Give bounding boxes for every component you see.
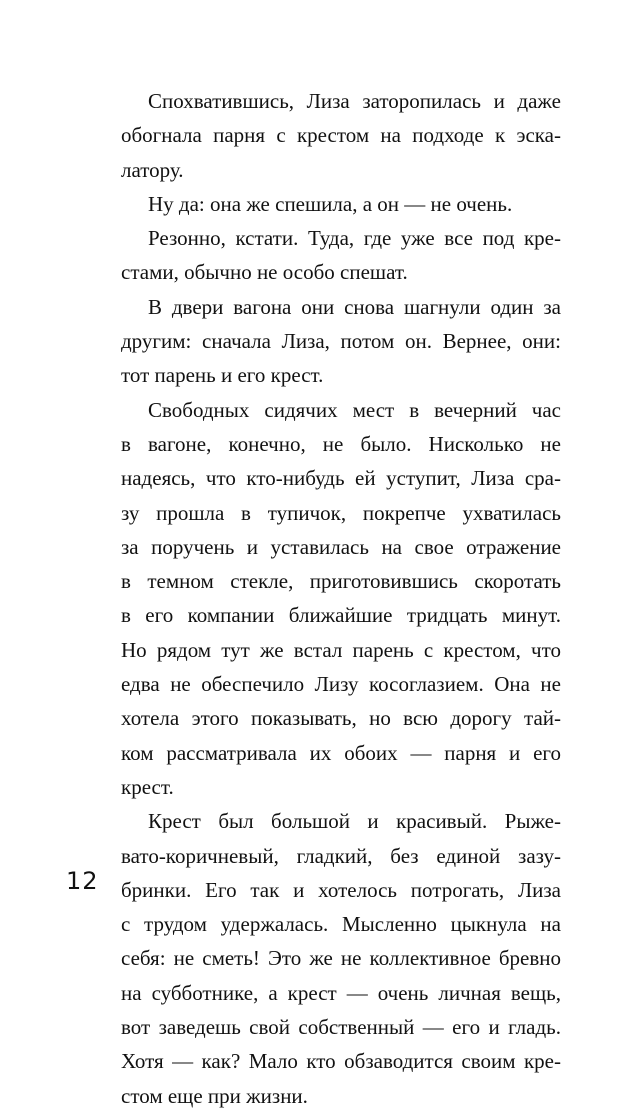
text-line: Но рядом тут же встал парень с крестом, что [121,637,561,662]
text-line: на субботнике, а крест — очень личная вещь, [121,980,561,1005]
text-line: вато-коричневый, гладкий, без единой зазу- [121,843,561,868]
text-line: Резонно, кстати. Туда, где уже все под кре- [148,226,561,251]
text-line: хотела этого показывать, но всю дорогу тай- [121,706,561,731]
text-line: за поручень и уставилась на свое отражение [121,534,561,559]
text-line: стом еще при жизни. [121,1083,308,1108]
page-number: 12 [66,867,99,895]
text-line: Ну да: она же спешила, а он — не очень. [148,191,513,216]
text-line: ком рассматривала их обоих — парня и его [121,740,561,765]
text-line: крест. [121,774,174,799]
text-line: Спохватившись, Лиза заторопилась и даже [148,89,561,113]
body-text [121,84,561,1113]
text-line: едва не обеспечило Лизу косоглазием. Она не [121,672,561,697]
text-line: тот парень и его крест. [121,363,324,388]
text-line: другим: сначала Лиза, потом он. Вернее, они: [121,329,561,354]
text-line: стами, обычно не особо спешат. [121,260,408,285]
text-line: бринки. Его так и хотелось потрогать, Лиза [121,877,561,902]
text-line: Свободных сидячих мест в вечерний час [148,397,561,422]
text-line: в темном стекле, приготовившись скоротать [121,569,561,594]
text-line: зу прошла в тупичок, покрепче ухватилась [121,500,561,525]
text-line: вот заведешь свой собственный — его и гладь. [121,1015,561,1040]
text-line: Крест был большой и красивый. Рыже- [148,809,561,834]
text-line: надеясь, что кто-нибудь ей уступит, Лиза сра- [121,466,561,491]
text-line: с трудом удержалась. Мысленно цыкнула на [121,912,561,937]
text-line: Хотя — как? Мало кто обзаводится своим кре- [121,1049,561,1074]
text-line: латору. [121,157,184,182]
text-line: в вагоне, конечно, не было. Нисколько не [121,431,561,456]
text-line: обогнала парня с крестом на подходе к эска- [121,123,561,148]
text-line: В двери вагона они снова шагнули один за [148,294,561,319]
text-line: в его компании ближайшие тридцать минут. [121,603,561,628]
text-line: себя: не сметь! Это же не коллективное бревно [121,946,561,971]
